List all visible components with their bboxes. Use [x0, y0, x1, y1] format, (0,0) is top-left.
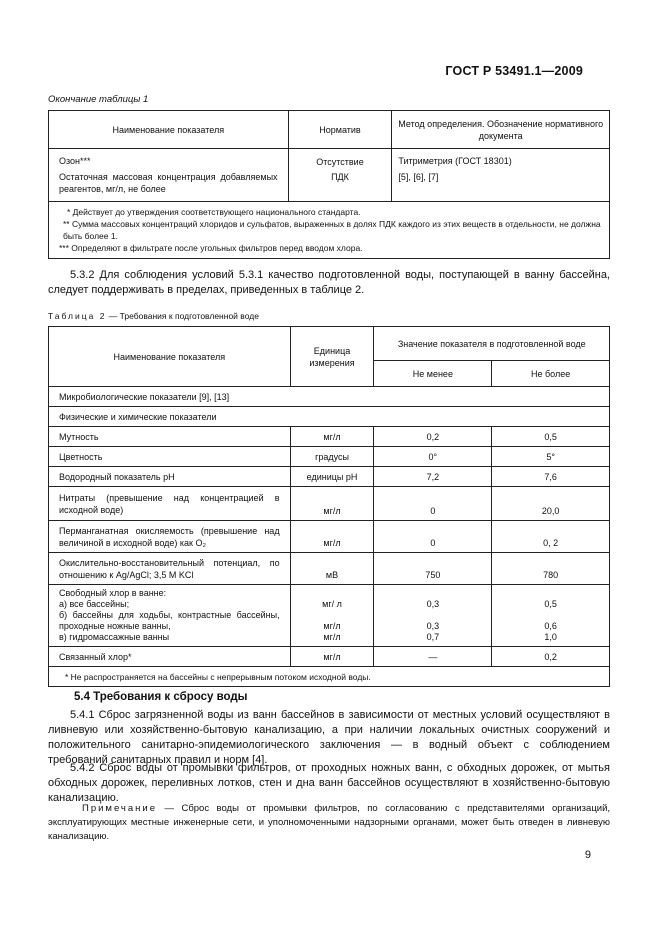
- cell: 750: [374, 553, 492, 585]
- footnote-row: [49, 202, 610, 259]
- header-name: Наименование показателя: [49, 111, 289, 149]
- cell: мг/л: [290, 427, 374, 447]
- table2-caption-text: — Требования к подготовленной воде: [108, 311, 259, 321]
- cell: Перманганатная окисляемость (превышение над величиной в исходной воде) как O₂: [49, 521, 291, 553]
- paragraph-5-4-2: 5.4.2 Сброс воды от промывки фильтров, от проходных ножных ванн, с обходных дорожек, от мытья обходных дорожек, переливных лотков, стен и дна ванн бассейнов осуществляют в хозяйственно-бытовую канализацию.: [48, 762, 610, 804]
- cell: 0: [374, 521, 492, 553]
- chlorine-title: Свободный хлор в ванне:: [59, 588, 167, 598]
- chlorine-min-a: 0,3: [426, 599, 440, 609]
- page-number: 9: [584, 849, 591, 861]
- table-header-row: [49, 111, 610, 149]
- chlorine-unit-a: мг/ л: [322, 599, 342, 609]
- cell: единицы pH: [290, 467, 374, 487]
- table-row: [49, 585, 610, 647]
- table-row: [49, 487, 610, 521]
- cell: 0,2: [492, 647, 610, 667]
- cell: 780: [492, 553, 610, 585]
- document-id: ГОСТ Р 53491.1—2009: [445, 64, 583, 78]
- table-row: [49, 169, 610, 202]
- table-row: [49, 149, 610, 170]
- cell: 0: [374, 487, 492, 521]
- cell: Остаточная массовая концентрация добавляемых реагентов, мг/л, не более: [49, 169, 289, 202]
- cell: ПДК: [288, 169, 392, 202]
- table2-caption-label: Таблица 2: [48, 311, 107, 321]
- header-min: Не менее: [374, 361, 492, 387]
- table-row: [49, 427, 610, 447]
- cell: Мутность: [49, 427, 291, 447]
- cell: 7,6: [492, 467, 610, 487]
- section-5-4-title: 5.4 Требования к сбросу воды: [74, 691, 248, 703]
- footnote: ** Сумма массовых концентраций хлоридов и сульфатов, выраженных в долях ПДК каждого из этих веществ в отдельности, не должна быть более 1.: [63, 219, 601, 241]
- table-1: [48, 110, 610, 259]
- header-max: Не более: [492, 361, 610, 387]
- cell: 0, 2: [492, 521, 610, 553]
- table-row: [49, 467, 610, 487]
- header-unit: Единица измерения: [290, 327, 374, 387]
- table-row: [49, 447, 610, 467]
- cell: мг/л: [290, 487, 374, 521]
- chlorine-unit-b: мг/л: [323, 621, 341, 631]
- paragraph-5-4-1: 5.4.1 Сброс загрязненной воды из ванн бассейнов в зависимости от местных условий осуществляют в ливневую или хозяйственно-бытовую канализацию, а при наличии локальных очистных сооружений и положительного санитарно-эпидемиологического заключения — в водный объект с соблюдением требований санитарных правил и норм [4].: [48, 709, 610, 766]
- table-row: [49, 647, 610, 667]
- table-2: [48, 326, 610, 687]
- header-name: Наименование показателя: [49, 327, 291, 387]
- footnote: *** Определяют в фильтрате после угольных фильтров перед вводом хлора.: [59, 243, 363, 253]
- cell: 0,5: [492, 427, 610, 447]
- table-row: [49, 553, 610, 585]
- chlorine-max-b: 0,6: [544, 621, 557, 631]
- section-row: Микробиологические показатели [9], [13]: [49, 387, 610, 407]
- cell: 0°: [374, 447, 492, 467]
- note-text: — Сброс воды от промывки фильтров, по согласованию с представителями организаций, эксплуатирующих местные инженерные сети, и уполномоченными надзорными органами, может быть отведен в ливневую канализацию.: [48, 803, 611, 842]
- chlorine-unit-c: мг/л: [323, 632, 341, 642]
- cell: 0,2: [374, 427, 492, 447]
- cell: Связанный хлор*: [49, 647, 291, 667]
- table2-caption: [48, 311, 259, 321]
- cell: 5°: [492, 447, 610, 467]
- cell: 7,2: [374, 467, 492, 487]
- cell: мг/л: [290, 647, 374, 667]
- table-row: [49, 521, 610, 553]
- note-label: Примечание: [82, 803, 157, 814]
- header-norm: Норматив: [288, 111, 392, 149]
- cell: —: [374, 647, 492, 667]
- cell: [5], [6], [7]: [392, 169, 610, 202]
- header-method: Метод определения. Обозначение нормативного документа: [392, 111, 610, 149]
- header-value: Значение показателя в подготовленной воде: [374, 327, 610, 361]
- footnote: * Не распространяется на бассейны с непрерывным потоком исходной воды.: [49, 667, 610, 687]
- cell: Озон***: [49, 149, 289, 170]
- cell: Нитраты (превышение над концентрацией в исходной воде): [49, 487, 291, 521]
- chlorine-b: б) бассейны для ходьбы, контрастные бассейны, проходные ножные ванны,: [59, 610, 280, 631]
- footnote-row: [49, 667, 610, 687]
- chlorine-min-c: 0,7: [426, 632, 440, 642]
- chlorine-a: а) все бассейны;: [59, 599, 130, 609]
- table1-caption: Окончание таблицы 1: [48, 94, 149, 105]
- cell: градусы: [290, 447, 374, 467]
- chlorine-min-b: 0,3: [426, 621, 440, 631]
- footnote: * Действует до утверждения соответствующего национального стандарта.: [67, 207, 361, 217]
- cell: Водородный показатель pH: [49, 467, 291, 487]
- chlorine-c: в) гидромассажные ванны: [59, 632, 170, 642]
- cell: Титриметрия (ГОСТ 18301): [392, 149, 610, 170]
- cell: Окислительно-восстановительный потенциал, по отношению к Ag/AgCl; 3,5 M KCl: [49, 553, 291, 585]
- section-row: Физические и химические показатели: [49, 407, 610, 427]
- cell: Цветность: [49, 447, 291, 467]
- chlorine-max-c: 1,0: [544, 632, 557, 642]
- chlorine-max-a: 0,5: [544, 599, 557, 609]
- note: [48, 802, 610, 844]
- paragraph-5-3-2: 5.3.2 Для соблюдения условий 5.3.1 качество подготовленной воды, поступающей в ванну бассейна, следует поддерживать в пределах, приведенных в таблице 2.: [48, 269, 610, 296]
- cell: Отсутствие: [288, 149, 392, 170]
- cell: мВ: [290, 553, 374, 585]
- cell: 20,0: [492, 487, 610, 521]
- cell: мг/л: [290, 521, 374, 553]
